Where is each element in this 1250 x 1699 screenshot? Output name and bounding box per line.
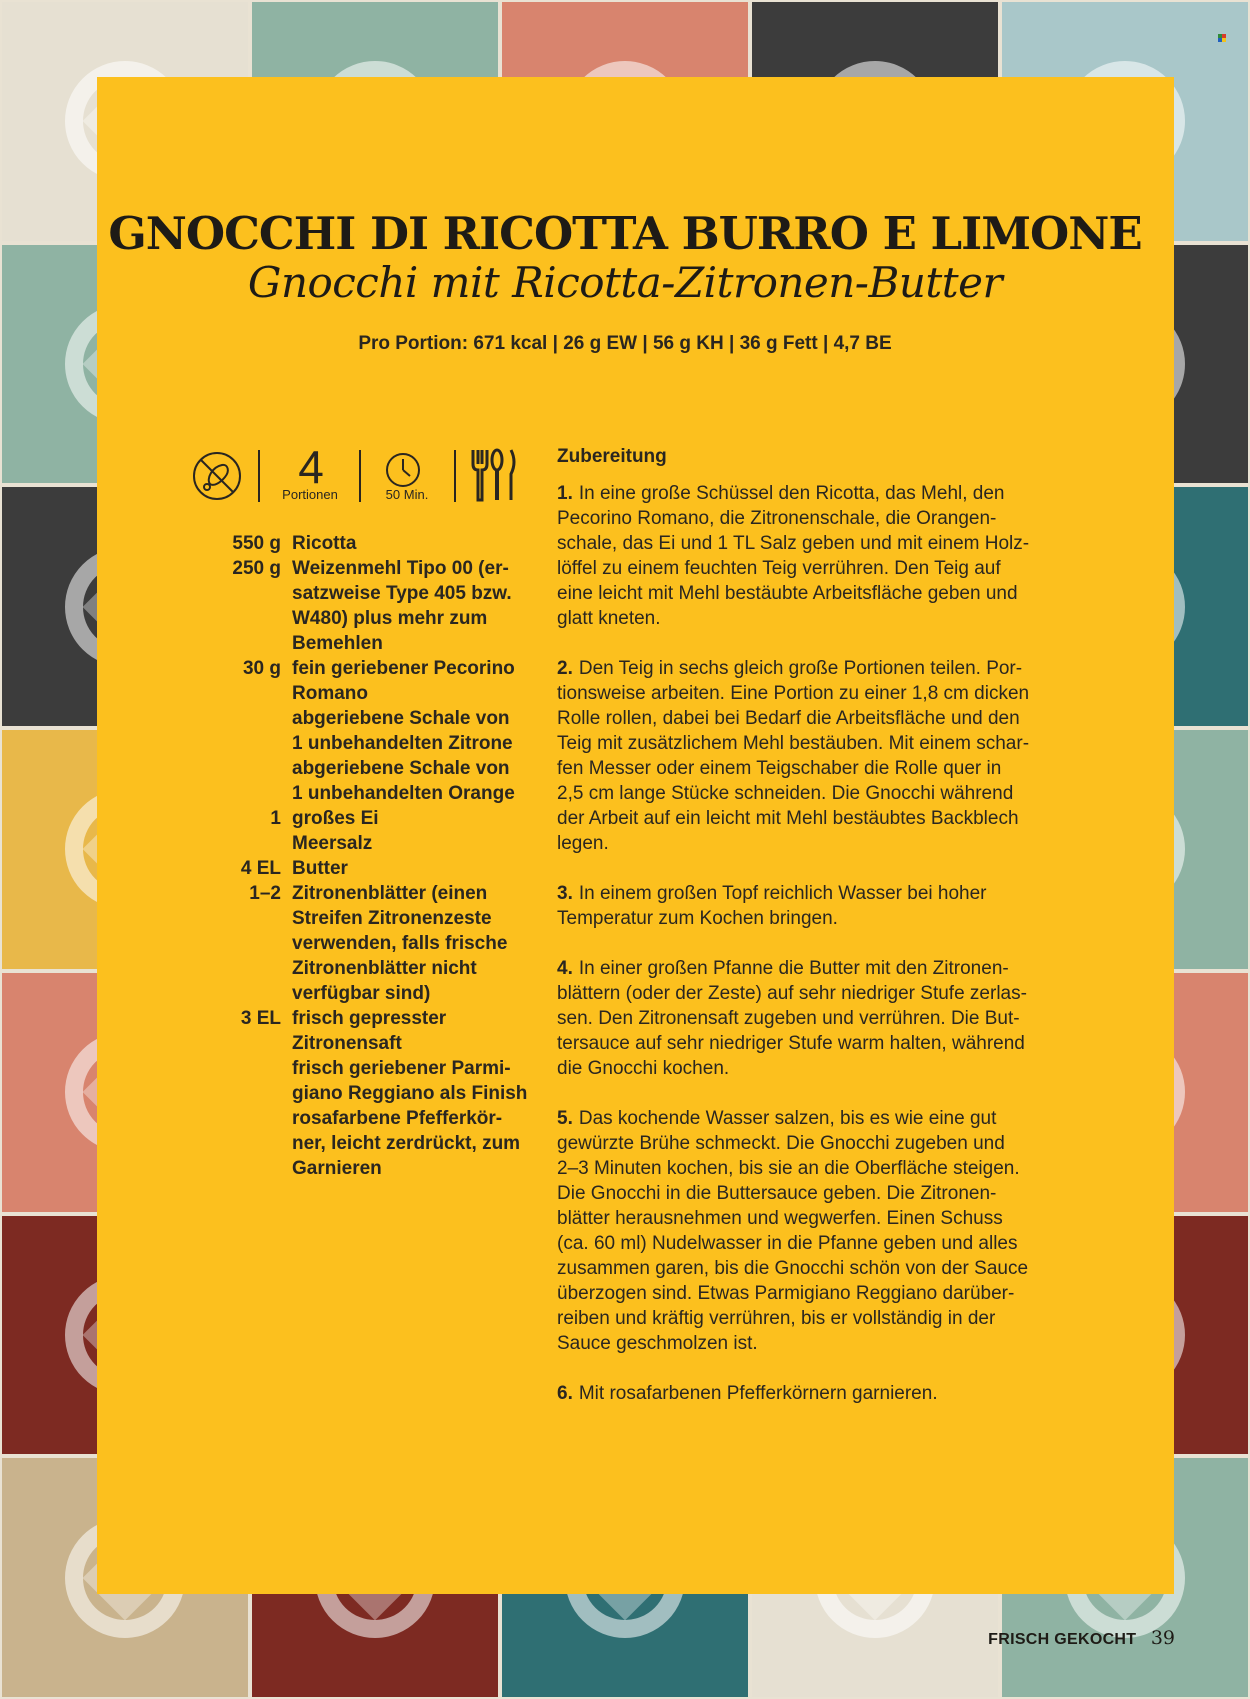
step-line <box>557 881 1087 906</box>
ingredient-name: Butter <box>292 858 348 879</box>
step-text: überzogen sind. Etwas Parmigiano Reggiano darüber- <box>557 1283 1015 1304</box>
step-text: Mit rosafarbenen Pfefferkörnern garnieren. <box>578 1383 938 1404</box>
ingredient-name: Zitronenblätter (einen <box>292 883 488 904</box>
ingredient-name: frisch geriebener Parmi- <box>292 1058 511 1079</box>
page-number: 39 <box>1150 1627 1175 1649</box>
ingredient-row <box>210 1031 530 1056</box>
ingredient-qty: 3 EL <box>240 1008 281 1029</box>
ingredient-qty <box>210 706 292 731</box>
preparation-heading: Zubereitung <box>557 446 667 467</box>
step-line <box>557 781 1087 806</box>
ingredient-name: Ricotta <box>292 533 357 554</box>
step-number: 5. <box>557 1108 573 1129</box>
preparation-step <box>557 656 1087 856</box>
step-text: Teig mit zusätzlichem Mehl bestäuben. Mit einem schar- <box>557 733 1030 754</box>
ingredient-qty <box>210 756 292 781</box>
step-text: tionsweise arbeiten. Eine Portion zu einer 1,8 cm dicken <box>557 683 1030 704</box>
nutrition-info: Pro Portion: 671 kcal | 26 g EW | 56 g KH | 36 g Fett | 4,7 BE <box>358 333 892 354</box>
ingredient-row <box>210 581 530 606</box>
ingredient-qty: 550 g <box>232 533 281 554</box>
ingredient-name: 1 unbehandelten Zitrone <box>292 733 513 754</box>
ingredient-row <box>210 656 530 681</box>
ingredient-qty <box>210 631 292 656</box>
ingredient-name: frisch gepresster <box>292 1008 447 1029</box>
ingredient-row <box>210 806 530 831</box>
ingredient-qty: 1–2 <box>249 883 281 904</box>
ingredient-name: Meersalz <box>292 833 373 854</box>
step-line <box>557 906 1087 931</box>
ingredient-row <box>210 756 530 781</box>
ingredient-qty: 1 <box>270 808 281 829</box>
ingredient-row <box>210 606 530 631</box>
ingredient-qty <box>210 1056 292 1081</box>
ingredient-qty <box>210 1106 292 1131</box>
ingredient-row <box>210 856 530 881</box>
step-line <box>557 806 1087 831</box>
ingredient-name: giano Reggiano als Finish <box>292 1083 528 1104</box>
step-text: blätter herausnehmen und wegwerfen. Einen Schuss <box>557 1208 1003 1229</box>
page-footer <box>988 1627 1175 1649</box>
step-text: tersauce auf sehr niedriger Stufe warm halten, während <box>557 1033 1025 1054</box>
step-text: Die Gnocchi in die Buttersauce geben. Die Zitronen- <box>557 1183 997 1204</box>
ingredient-row <box>210 831 530 856</box>
step-text: Pecorino Romano, die Zitronenschale, die Orangen- <box>557 508 997 529</box>
step-text: 2–3 Minuten kochen, bis sie an die Oberfläche steigen. <box>557 1158 1020 1179</box>
step-line <box>557 1056 1087 1081</box>
ingredient-row <box>210 706 530 731</box>
step-list <box>557 481 1087 1406</box>
step-text: Den Teig in sechs gleich große Portionen teilen. Por- <box>578 658 1023 679</box>
step-number: 3. <box>557 883 573 904</box>
ingredient-row <box>210 1081 530 1106</box>
cutlery-icon <box>467 448 521 502</box>
step-text: die Gnocchi kochen. <box>557 1058 730 1079</box>
ingredient-row <box>210 956 530 981</box>
ingredient-qty <box>210 781 292 806</box>
step-text: zusammen garen, bis die Gnocchi schön von der Sauce <box>557 1258 1029 1279</box>
ingredient-row <box>210 781 530 806</box>
divider <box>359 450 361 502</box>
step-text: In einem großen Topf reichlich Wasser bei hoher <box>578 883 987 904</box>
ingredient-row <box>210 881 530 906</box>
step-line <box>557 606 1087 631</box>
portions-label: Portionen <box>282 487 338 502</box>
ingredient-name: Zitronensaft <box>292 1033 402 1054</box>
preparation-step <box>557 956 1087 1081</box>
ingredient-qty: 250 g <box>232 558 281 579</box>
step-line <box>557 1281 1087 1306</box>
ingredient-row <box>210 1006 530 1031</box>
step-text: 2,5 cm lange Stücke schneiden. Die Gnocchi während <box>557 783 1014 804</box>
ingredient-qty <box>210 1081 292 1106</box>
recipe-meta-icons <box>192 446 522 506</box>
step-line <box>557 831 1087 856</box>
step-text: Sauce geschmolzen ist. <box>557 1333 758 1354</box>
step-text: blättern (oder der Zeste) auf sehr niedriger Stufe zerlas- <box>557 983 1027 1004</box>
step-text: (ca. 60 ml) Nudelwasser in die Pfanne geben und alles <box>557 1233 1018 1254</box>
ingredient-name: 1 unbehandelten Orange <box>292 783 515 804</box>
step-line <box>557 1331 1087 1356</box>
ingredient-name: abgeriebene Schale von <box>292 708 510 729</box>
ingredient-row <box>210 1106 530 1131</box>
time-label: 50 Min. <box>385 487 429 502</box>
ingredient-qty <box>210 1156 292 1181</box>
ingredient-row <box>210 906 530 931</box>
portions-value: 4 <box>298 441 324 493</box>
step-text: In eine große Schüssel den Ricotta, das Mehl, den <box>578 483 1005 504</box>
preparation-step <box>557 1381 1087 1406</box>
step-line <box>557 731 1087 756</box>
recipe-subtitle: Gnocchi mit Ricotta-Zitronen-Butter <box>247 258 1003 307</box>
divider <box>454 450 456 502</box>
ingredient-name: verfügbar sind) <box>292 983 431 1004</box>
ingredient-name: rosafarbene Pfefferkör- <box>292 1108 503 1129</box>
step-line <box>557 531 1087 556</box>
ingredient-name: Zitronenblätter nicht <box>292 958 477 979</box>
step-line <box>557 681 1087 706</box>
preparation <box>557 444 1087 1431</box>
step-text: legen. <box>557 833 609 854</box>
step-text: Temperatur zum Kochen bringen. <box>557 908 838 929</box>
ingredient-name: Bemehlen <box>292 633 383 654</box>
step-line <box>557 1256 1087 1281</box>
ingredient-name: verwenden, falls frische <box>292 933 508 954</box>
divider <box>258 450 260 502</box>
step-line <box>557 581 1087 606</box>
ingredient-name: Romano <box>292 683 368 704</box>
no-meat-icon <box>192 451 242 501</box>
ingredient-qty <box>210 731 292 756</box>
magazine-name: FRISCH GEKOCHT <box>988 1631 1137 1648</box>
step-text: schale, das Ei und 1 TL Salz geben und mit einem Holz- <box>557 533 1030 554</box>
ingredient-row <box>210 1131 530 1156</box>
ingredient-qty <box>210 1131 292 1156</box>
ingredient-name: satzweise Type 405 bzw. <box>292 583 512 604</box>
step-text: sen. Den Zitronensaft zugeben und verrühren. Die But- <box>557 1008 1020 1029</box>
clock-icon <box>385 452 421 488</box>
ingredient-qty: 30 g <box>242 658 281 679</box>
step-line <box>557 1031 1087 1056</box>
preparation-step <box>557 881 1087 931</box>
step-number: 1. <box>557 483 573 504</box>
step-text: reiben und kräftig verrühren, bis er vollständig in der <box>557 1308 996 1329</box>
step-line <box>557 1306 1087 1331</box>
ingredient-name: W480) plus mehr zum <box>292 608 488 629</box>
step-text: Rolle rollen, dabei bei Bedarf die Arbeitsfläche und den <box>557 708 1020 729</box>
step-line <box>557 1006 1087 1031</box>
ingredient-qty <box>210 831 292 856</box>
ingredient-list <box>210 531 530 1181</box>
step-text: der Arbeit auf ein leicht mit Mehl bestäubtes Backblech <box>557 808 1019 829</box>
ingredient-qty <box>210 906 292 931</box>
ingredient-row <box>210 681 530 706</box>
step-text: Das kochende Wasser salzen, bis es wie eine gut <box>578 1108 997 1129</box>
ingredient-row <box>210 531 530 556</box>
step-text: gewürzte Brühe schmeckt. Die Gnocchi zugeben und <box>557 1133 1005 1154</box>
ingredient-qty <box>210 606 292 631</box>
ingredient-name: Garnieren <box>292 1158 382 1179</box>
step-number: 2. <box>557 658 573 679</box>
step-line <box>557 1156 1087 1181</box>
step-line <box>557 1381 1087 1406</box>
ingredient-name: fein geriebener Pecorino <box>292 658 515 679</box>
step-text: fen Messer oder einem Teigschaber die Rolle quer in <box>557 758 1002 779</box>
step-line <box>557 1231 1087 1256</box>
ingredient-row <box>210 1056 530 1081</box>
step-line <box>557 1206 1087 1231</box>
step-text: löffel zu einem feuchten Teig verrühren. Den Teig auf <box>557 558 1001 579</box>
ingredient-name: ner, leicht zerdrückt, zum <box>292 1133 521 1154</box>
step-line <box>557 481 1087 506</box>
ingredient-qty <box>210 956 292 981</box>
ingredient-name: Streifen Zitronenzeste <box>292 908 492 929</box>
step-text: In einer großen Pfanne die Butter mit den Zitronen- <box>578 958 1009 979</box>
step-line <box>557 706 1087 731</box>
ingredient-row <box>210 556 530 581</box>
color-mark-icon <box>1218 34 1226 42</box>
ingredient-qty <box>210 681 292 706</box>
step-line <box>557 1106 1087 1131</box>
step-line <box>557 656 1087 681</box>
ingredient-row <box>210 631 530 656</box>
step-text: glatt kneten. <box>557 608 661 629</box>
step-line <box>557 756 1087 781</box>
ingredient-qty <box>210 931 292 956</box>
ingredient-qty <box>210 581 292 606</box>
ingredient-row <box>210 981 530 1006</box>
ingredient-row <box>210 1156 530 1181</box>
ingredient-qty <box>210 981 292 1006</box>
step-text: eine leicht mit Mehl bestäubte Arbeitsfläche geben und <box>557 583 1018 604</box>
step-line <box>557 506 1087 531</box>
step-line <box>557 981 1087 1006</box>
step-line <box>557 1181 1087 1206</box>
preparation-step <box>557 1106 1087 1356</box>
ingredient-row <box>210 931 530 956</box>
step-line <box>557 956 1087 981</box>
step-line <box>557 1131 1087 1156</box>
ingredient-name: abgeriebene Schale von <box>292 758 510 779</box>
step-line <box>557 556 1087 581</box>
ingredient-name: großes Ei <box>292 808 379 829</box>
ingredient-row <box>210 731 530 756</box>
preparation-step <box>557 481 1087 631</box>
step-number: 4. <box>557 958 573 979</box>
step-number: 6. <box>557 1383 573 1404</box>
ingredient-qty <box>210 1031 292 1056</box>
ingredient-qty: 4 EL <box>240 858 281 879</box>
recipe-title: GNOCCHI DI RICOTTA BURRO E LIMONE <box>108 207 1142 260</box>
ingredient-name: Weizenmehl Tipo 00 (er- <box>292 558 509 579</box>
